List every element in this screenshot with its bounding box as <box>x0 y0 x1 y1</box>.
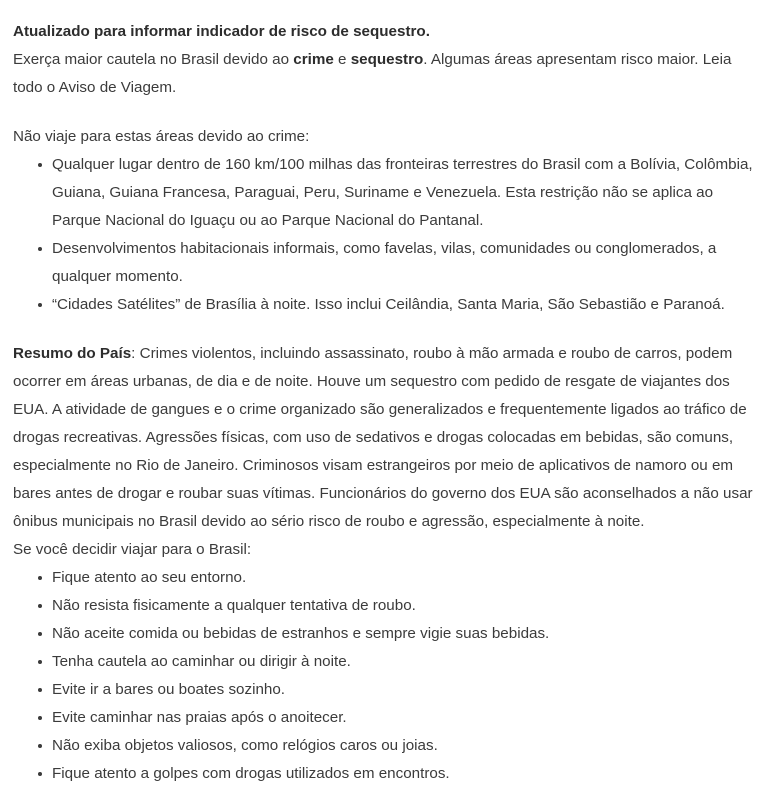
advisory-summary-line <box>13 46 762 102</box>
summary-text-part-3: . Algumas áreas apresentam risco maior. Leia todo o Aviso de Viagem. <box>13 51 732 96</box>
list-item: Desenvolvimentos habitacionais informais, como favelas, vilas, comunidades ou conglomerados, a qualquer momento. <box>13 235 762 291</box>
summary-text-part-2: e <box>333 51 351 68</box>
do-not-travel-list <box>13 151 762 319</box>
summary-bold-sequestro: sequestro <box>350 51 424 68</box>
list-item: Fique atento a golpes com drogas utilizados em encontros. <box>13 760 762 788</box>
list-item: Evite caminhar nas praias após o anoitecer. <box>13 704 762 732</box>
list-item: Fique atento ao seu entorno. <box>13 564 762 592</box>
list-item: Qualquer lugar dentro de 160 km/100 milhas das fronteiras terrestres do Brasil com a Bolívia, Colômbia, Guiana, Guiana Francesa, Paraguai, Peru, Suriname e Venezuela. Esta restrição não se aplica ao Parque Nacional do Iguaçu ou ao Parque Nacional do Pantanal. <box>13 151 762 235</box>
do-not-travel-intro: Não viaje para estas áreas devido ao crime: <box>13 128 310 145</box>
country-summary-text: Crimes violentos, incluindo assassinato, roubo à mão armada e roubo de carros, podem ocorrer em áreas urbanas, de dia e de noite. Houve um sequestro com pedido de resgate de viajantes dos EUA. A atividade de gangues e o crime organizado são generalizados e frequentemente ligados ao tráfico de drogas recreativas. Agressões físicas, com uso de sedativos e drogas colocadas em bebidas, são comuns, especialmente no Rio de Janeiro. Criminosos visam estrangeiros por meio de aplicativos de namoro ou em bares antes de drogar e roubar suas vítimas. Funcionários do governo dos EUA são aconselhados a não usar ônibus municipais no Brasil devido ao sério risco de roubo e agressão, especialmente à noite. <box>13 345 753 530</box>
summary-text-part-1: Exerça maior cautela no Brasil devido ao <box>13 51 294 68</box>
country-summary-paragraph <box>13 340 762 536</box>
list-item: “Cidades Satélites” de Brasília à noite. Isso inclui Ceilândia, Santa Maria, São Sebastião e Paranoá. <box>13 291 762 319</box>
country-summary-label: Resumo do País <box>13 345 132 362</box>
country-summary-colon: : <box>131 345 136 362</box>
advisory-update-heading: Atualizado para informar indicador de risco de sequestro. <box>13 23 430 40</box>
if-you-decide-intro: Se você decidir viajar para o Brasil: <box>13 541 252 558</box>
list-item: Não aceite comida ou bebidas de estranhos e sempre vigie suas bebidas. <box>13 620 762 648</box>
precautions-list <box>13 564 762 788</box>
summary-bold-crime: crime <box>293 51 334 68</box>
list-item: Não resista fisicamente a qualquer tentativa de roubo. <box>13 592 762 620</box>
list-item: Não exiba objetos valiosos, como relógios caros ou joias. <box>13 732 762 760</box>
list-item: Evite ir a bares ou boates sozinho. <box>13 676 762 704</box>
list-item: Tenha cautela ao caminhar ou dirigir à noite. <box>13 648 762 676</box>
